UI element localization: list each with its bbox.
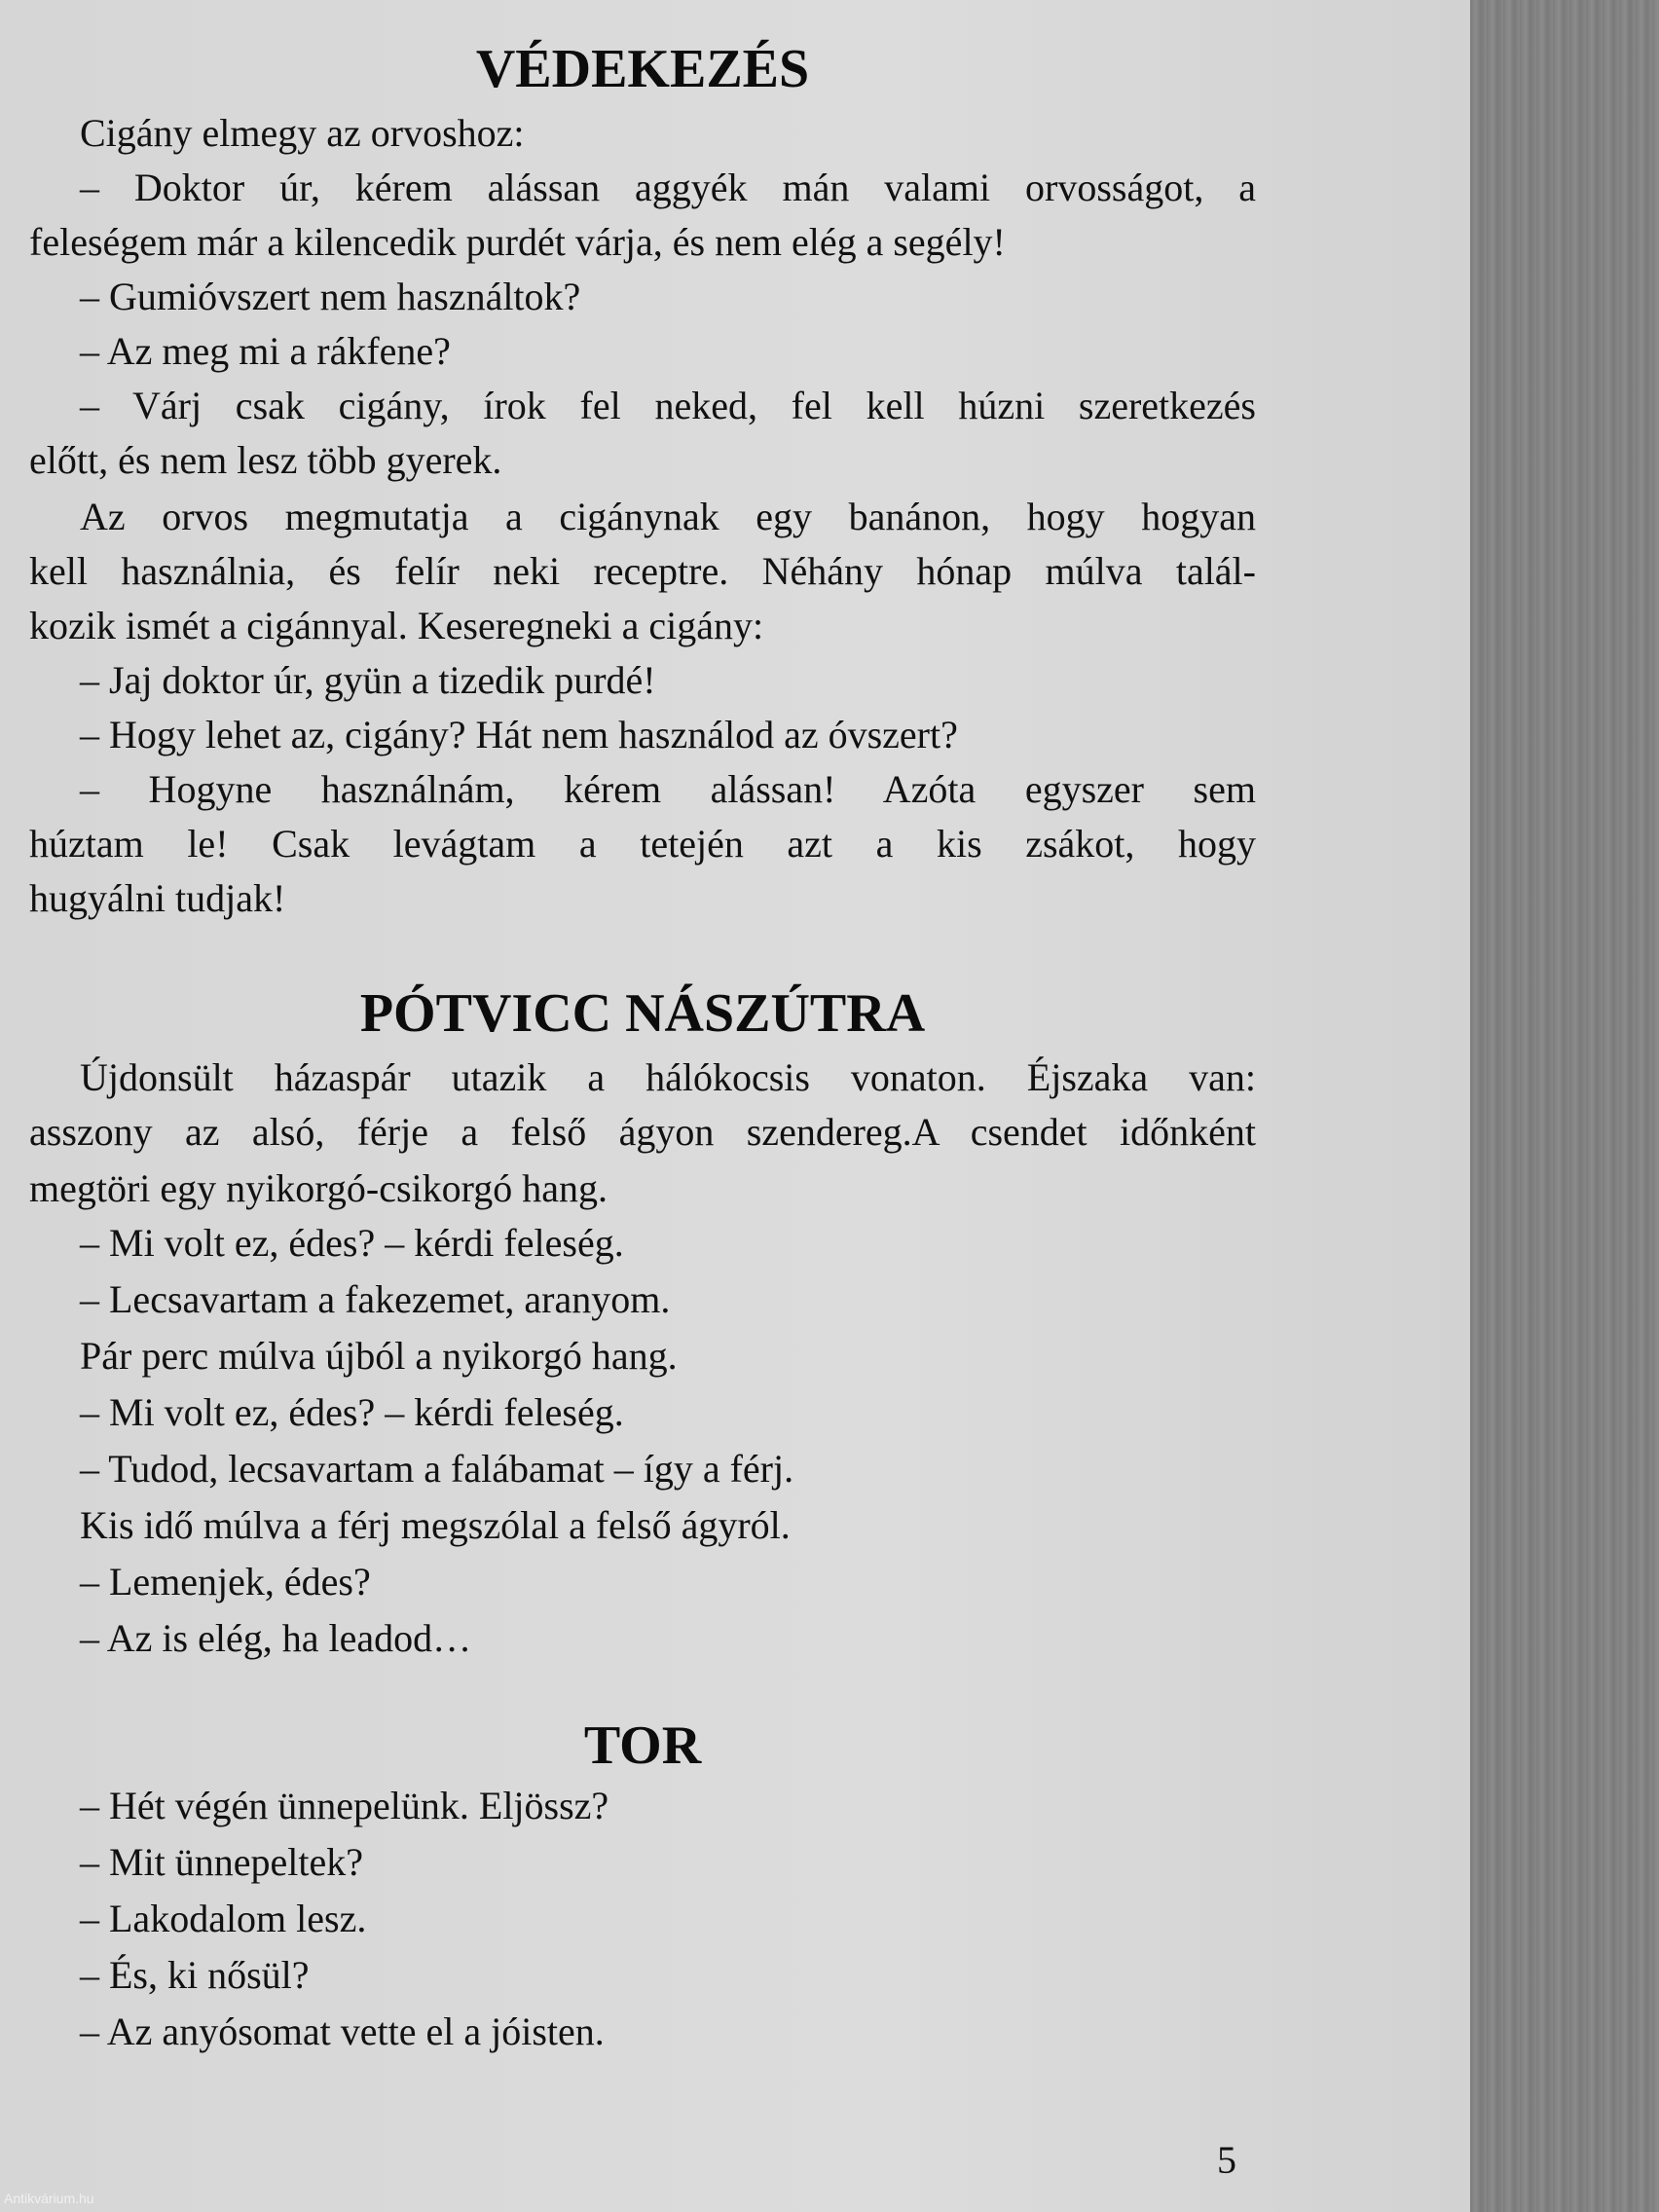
text-line: kozik ismét a cigánnyal. Keseregneki a cigány: bbox=[29, 604, 764, 647]
text-line: asszony az alsó, férje a felső ágyon szendereg.A csendet időnként bbox=[29, 1110, 1256, 1154]
text-line: Cigány elmegy az orvoshoz: bbox=[80, 111, 525, 155]
text-line: – Doktor úr, kérem alássan aggyék mán valami orvosságot, a bbox=[80, 166, 1256, 209]
text-line: megtöri egy nyikorgó-csikorgó hang. bbox=[29, 1166, 608, 1210]
text-line: Az orvos megmutatja a cigánynak egy banánon, hogy hogyan bbox=[80, 495, 1256, 538]
text-line: – És, ki nősül? bbox=[80, 1953, 310, 1997]
section-title-potvicc-naszutra: PÓTVICC NÁSZÚTRA bbox=[359, 983, 926, 1044]
text-line: – Várj csak cigány, írok fel neked, fel kell húzni szeretkezés bbox=[80, 384, 1256, 427]
text-line: hugyálni tudjak! bbox=[29, 876, 286, 920]
section-title-vedekezes: VÉDEKEZÉS bbox=[475, 39, 810, 99]
text-line: – Lecsavartam a fakezemet, aranyom. bbox=[80, 1277, 671, 1321]
text-line: Kis idő múlva a férj megszólal a felső ágyról. bbox=[80, 1503, 791, 1547]
watermark: Antikvárium.hu bbox=[4, 2191, 94, 2206]
text-line: – Tudod, lecsavartam a falábamat – így a férj. bbox=[80, 1447, 794, 1491]
text-line: – Az is elég, ha leadod… bbox=[80, 1616, 472, 1660]
text-line: – Mit ünnepeltek? bbox=[80, 1840, 364, 1884]
text-line: – Lemenjek, édes? bbox=[80, 1560, 371, 1604]
text-line: Pár perc múlva újból a nyikorgó hang. bbox=[80, 1334, 678, 1378]
text-line: – Lakodalom lesz. bbox=[80, 1897, 367, 1940]
section-title-tor: TOR bbox=[583, 1715, 702, 1776]
text-line: – Hét végén ünnepelünk. Eljössz? bbox=[80, 1784, 609, 1827]
text-line: – Az anyósomat vette el a jóisten. bbox=[80, 2009, 605, 2053]
text-line: – Hogy lehet az, cigány? Hát nem használod az óvszert? bbox=[80, 713, 958, 756]
text-line: – Mi volt ez, édes? – kérdi feleség. bbox=[80, 1221, 624, 1265]
text-line: – Mi volt ez, édes? – kérdi feleség. bbox=[80, 1390, 624, 1434]
text-line: kell használnia, és felír neki receptre. Néhány hónap múlva talál- bbox=[29, 549, 1256, 593]
text-line: előtt, és nem lesz több gyerek. bbox=[29, 438, 502, 482]
text-line: Újdonsült házaspár utazik a hálókocsis vonaton. Éjszaka van: bbox=[80, 1055, 1256, 1099]
text-line: – Az meg mi a rákfene? bbox=[80, 329, 451, 373]
text-line: – Gumióvszert nem használtok? bbox=[80, 275, 581, 318]
page-number: 5 bbox=[1217, 2138, 1236, 2182]
text-line: – Hogyne használnám, kérem alássan! Azóta egyszer sem bbox=[80, 767, 1256, 811]
text-line: húztam le! Csak levágtam a tetején azt a kis zsákot, hogy bbox=[29, 822, 1256, 866]
next-page-edge bbox=[1470, 0, 1659, 2212]
text-line: – Jaj doktor úr, gyün a tizedik purdé! bbox=[80, 658, 656, 702]
text-line: feleségem már a kilencedik purdét várja, és nem elég a segély! bbox=[29, 220, 1006, 264]
